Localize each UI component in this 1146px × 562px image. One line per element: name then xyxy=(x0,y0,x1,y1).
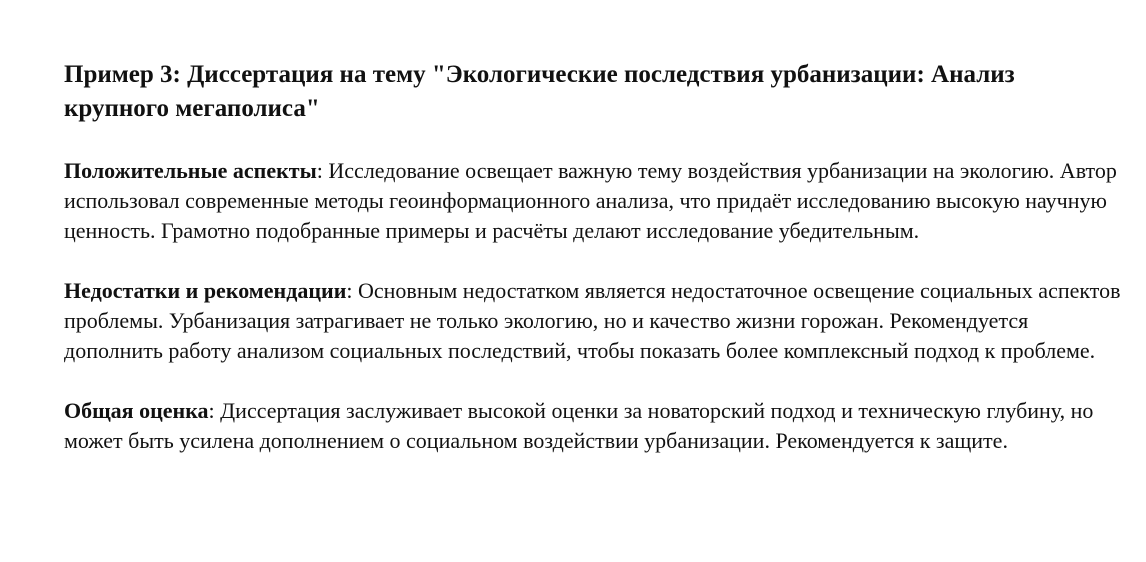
document-body xyxy=(64,58,1124,456)
section-label: Общая оценка xyxy=(64,398,209,423)
section-label: Недостатки и рекомендации xyxy=(64,278,347,303)
section-overall-assessment xyxy=(64,396,1124,456)
section-positive-aspects xyxy=(64,156,1124,246)
section-label: Положительные аспекты xyxy=(64,158,317,183)
section-separator: : xyxy=(316,158,323,183)
section-separator: : xyxy=(208,398,215,423)
section-shortcomings-recommendations xyxy=(64,276,1124,366)
section-text: Диссертация заслуживает высокой оценки за новаторский подход и техническую глубину, но может быть усилена дополнением о социальном воздействии урбанизации. Рекомендуется к защите. xyxy=(64,398,1094,453)
document-title: Пример 3: Диссертация на тему "Экологические последствия урбанизации: Анализ крупного мегаполиса" xyxy=(64,61,1015,122)
section-text: Исследование освещает важную тему воздействия урбанизации на экологию. Автор использовал современные методы геоинформационного анализа, что придаёт исследованию высокую научную ценность. Грамотно подобранные примеры и расчёты делают исследование убедительным. xyxy=(64,158,1117,243)
section-text: Основным недостатком является недостаточное освещение социальных аспектов проблемы. Урбанизация затрагивает не только экологию, но и качество жизни горожан. Рекомендуется дополнить работу анализом социальных последствий, чтобы показать более комплексный подход к проблеме. xyxy=(64,278,1121,363)
section-separator: : xyxy=(346,278,353,303)
